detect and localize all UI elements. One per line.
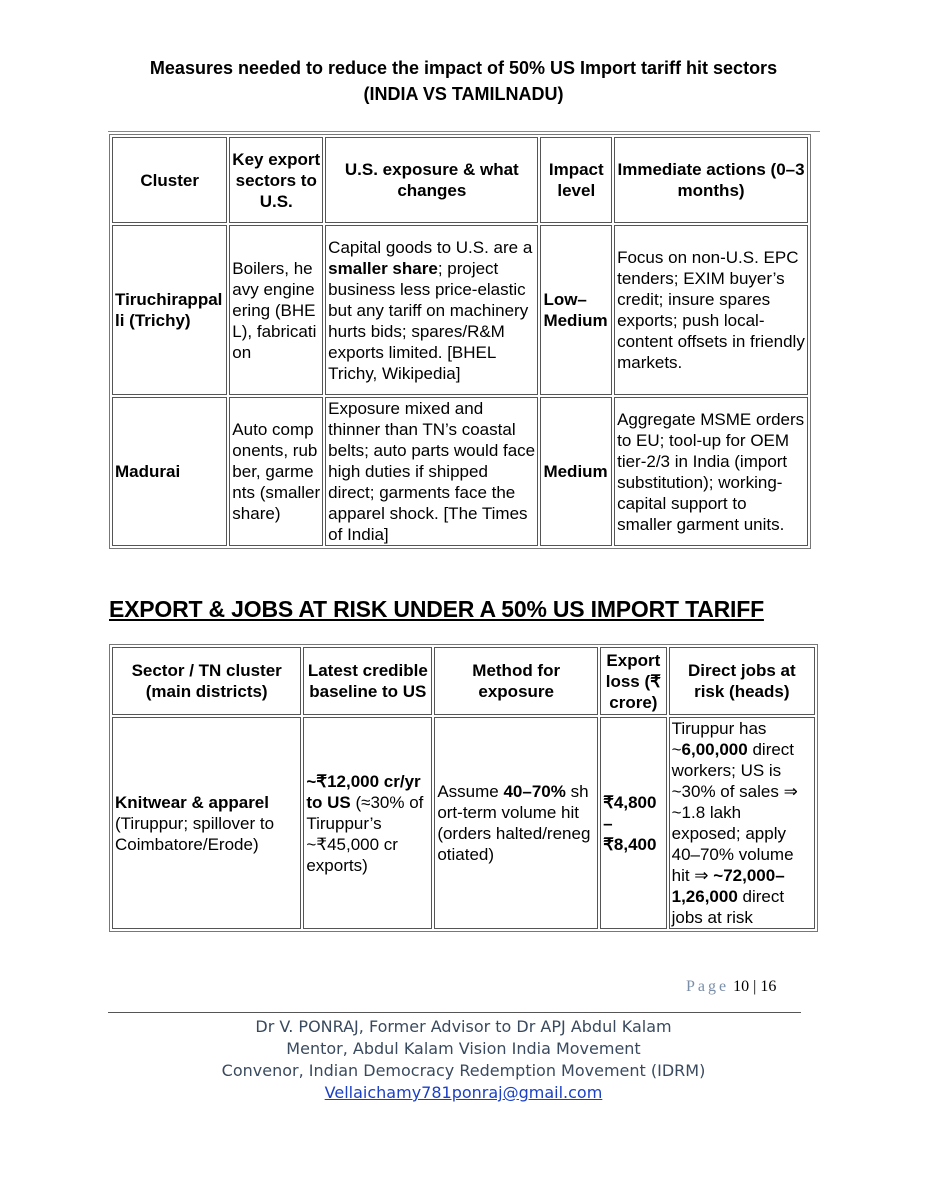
exports-jobs-table	[109, 644, 818, 932]
header-baseline: Latest credible baseline to US	[303, 647, 432, 715]
impact-cell: Low–Medium	[540, 225, 612, 395]
jobs-text-mid: direct workers; US is ~30% of sales ⇒ ~1.8 lakh exposed; apply 40–70% volume hit ⇒	[671, 740, 798, 885]
page-number	[686, 978, 776, 996]
jobs-cell	[669, 717, 815, 929]
header-cluster: Cluster	[112, 137, 227, 223]
table-header-row	[112, 137, 808, 223]
exposure-cell	[325, 225, 538, 395]
footer-author: Dr V. PONRAJ, Former Advisor to Dr APJ Abdul Kalam	[255, 1017, 672, 1036]
header-sector: Sector / TN cluster (main districts)	[112, 647, 301, 715]
section-heading: EXPORT & JOBS AT RISK UNDER A 50% US IMPORT TARIFF	[109, 596, 764, 622]
exposure-text: Capital goods to U.S. are a	[328, 237, 533, 257]
header-us-exposure: U.S. exposure & what changes	[325, 137, 538, 223]
method-text-rest: short-term volume hit (orders halted/renegotiated)	[437, 782, 591, 864]
page-separator: |	[753, 978, 757, 995]
impact-cell: Medium	[540, 397, 612, 546]
sectors-cell: Boilers, heavy engineering (BHEL), fabrication	[229, 225, 323, 395]
page-total: 16	[760, 978, 777, 995]
top-rule	[108, 131, 820, 132]
jobs-at-risk-range: ~72,000–1,26,000	[671, 866, 785, 906]
header-method: Method for exposure	[434, 647, 598, 715]
footer-role-2: Convenor, Indian Democracy Redemption Movement (IDRM)	[221, 1061, 706, 1080]
header-impact-level: Impact level	[540, 137, 612, 223]
document-title: Measures needed to reduce the impact of 50% US Import tariff hit sectors	[149, 58, 778, 78]
header-export-loss: Export loss (₹ crore)	[600, 647, 667, 715]
jobs-workers: 6,00,000	[681, 740, 748, 759]
export-loss-cell: ₹4,800 – ₹8,400	[600, 717, 667, 929]
footer-role-1: Mentor, Abdul Kalam Vision India Movement	[286, 1039, 641, 1058]
jobs-text-end: direct jobs at risk	[671, 887, 785, 927]
table-row	[112, 225, 808, 395]
baseline-value: ~₹12,000 cr/yr to US	[306, 771, 421, 812]
header-key-export-sectors: Key export sectors to U.S.	[229, 137, 323, 223]
sector-cell	[112, 717, 301, 929]
cluster-cell: Tiruchirappalli (Trichy)	[112, 225, 227, 395]
sector-districts: (Tiruppur; spillover to Coimbatore/Erode)	[115, 813, 275, 854]
sector-name: Knitwear & apparel	[115, 792, 269, 812]
exposure-emphasis: smaller share	[328, 258, 438, 278]
measures-table	[109, 134, 811, 549]
footer-email	[0, 1082, 927, 1104]
exposure-cell: Exposure mixed and thinner than TN’s coastal belts; auto parts would face high duties if shipped direct; garments face the apparel shock. [The Times of India]	[325, 397, 538, 546]
header-immediate-actions: Immediate actions (0–3 months)	[614, 137, 808, 223]
table-row	[112, 397, 808, 546]
exposure-text-rest: ; project business less price-elastic but any tariff on machinery hurts bids; spares/R&M exports limited. [BHEL Trichy, Wikipedia]	[328, 258, 529, 383]
table-row	[112, 717, 815, 929]
page-current: 10	[733, 978, 750, 995]
cluster-cell: Madurai	[112, 397, 227, 546]
actions-cell: Aggregate MSME orders to EU; tool-up for OEM tier-2/3 in India (import substitution); working-capital support to smaller garment units.	[614, 397, 808, 546]
sectors-cell: Auto components, rubber, garments (smaller share)	[229, 397, 323, 546]
method-emphasis: 40–70%	[503, 782, 566, 801]
method-text: Assume	[437, 782, 504, 801]
method-cell	[434, 717, 598, 929]
jobs-text: Tiruppur has ~	[671, 719, 767, 759]
table-header-row	[112, 647, 815, 715]
header-jobs-at-risk: Direct jobs at risk (heads)	[669, 647, 815, 715]
document-subtitle: (INDIA VS TAMILNADU)	[363, 84, 564, 104]
baseline-cell	[303, 717, 432, 929]
baseline-note: (≈30% of Tiruppur’s ~₹45,000 cr exports)	[306, 792, 424, 875]
page-label: Page	[686, 978, 730, 995]
footer-rule	[108, 1012, 801, 1013]
email-link[interactable]: Vellaichamy781ponraj@gmail.com	[324, 1083, 603, 1102]
actions-cell: Focus on non-U.S. EPC tenders; EXIM buyer’s credit; insure spares exports; push local-content offsets in friendly markets.	[614, 225, 808, 395]
